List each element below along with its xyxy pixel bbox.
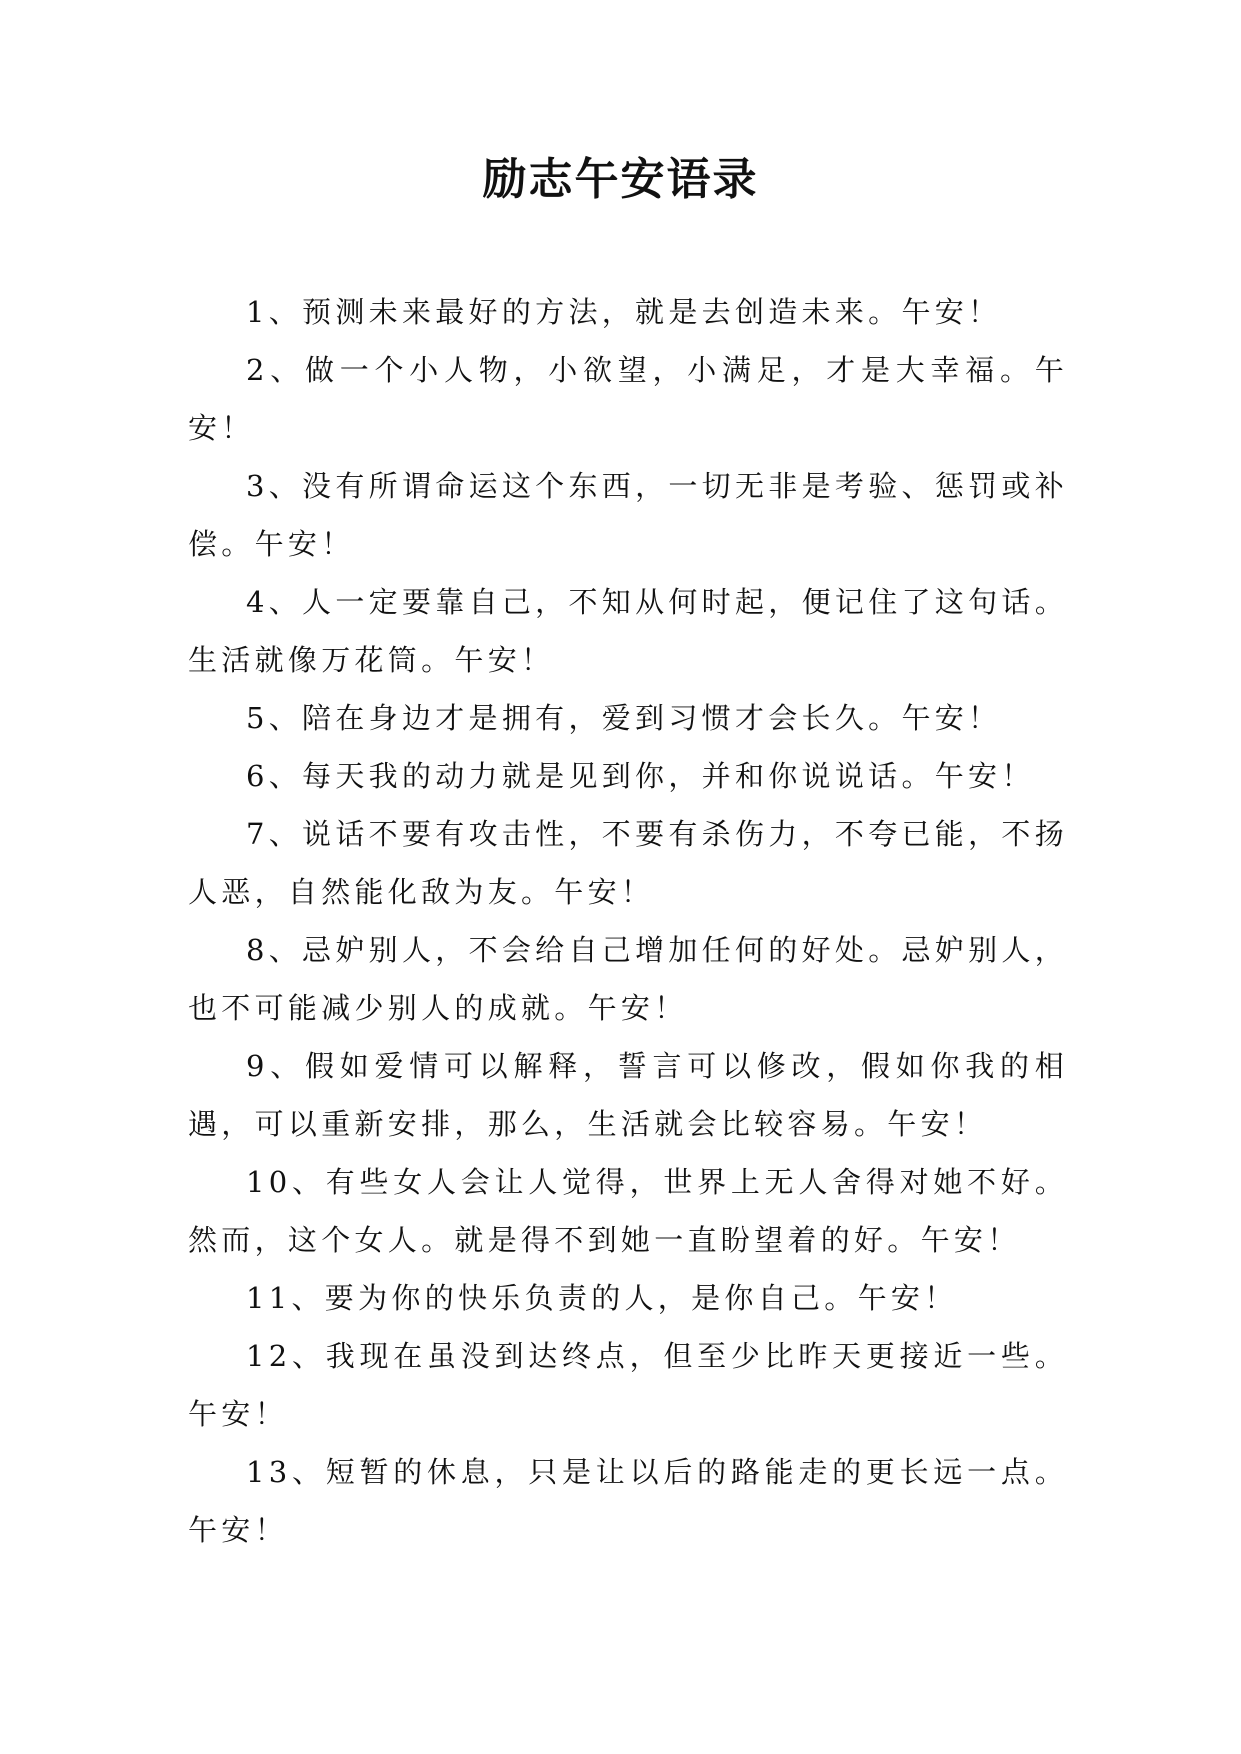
quote-item: 10、有些女人会让人觉得，世界上无人舍得对她不好。然而，这个女人。就是得不到她一直盼望着的好。午安！ xyxy=(188,1165,1068,1257)
quote-item: 11、要为你的快乐负责的人，是你自己。午安！ xyxy=(246,1281,958,1315)
quote-item: 3、没有所谓命运这个东西，一切无非是考验、惩罚或补偿。午安！ xyxy=(188,469,1068,561)
quote-item: 6、每天我的动力就是见到你，并和你说说话。午安！ xyxy=(246,759,1035,793)
quote-item: 2、做一个小人物，小欲望，小满足，才是大幸福。午安！ xyxy=(188,353,1068,445)
quote-item: 13、短暂的休息，只是让以后的路能走的更长远一点。午安！ xyxy=(188,1455,1068,1547)
quote-item: 12、我现在虽没到达终点，但至少比昨天更接近一些。午安！ xyxy=(188,1339,1068,1431)
document-title: 励志午安语录 xyxy=(482,154,759,205)
quote-item: 7、说话不要有攻击性，不要有杀伤力，不夸已能，不扬人恶，自然能化敌为友。午安！ xyxy=(188,817,1068,909)
quote-list xyxy=(188,283,1068,1559)
quote-item: 8、忌妒别人，不会给自己增加任何的好处。忌妒别人，也不可能减少别人的成就。午安！ xyxy=(188,933,1068,1025)
quote-item: 4、人一定要靠自己，不知从何时起，便记住了这句话。生活就像万花筒。午安！ xyxy=(188,585,1068,677)
quote-item: 9、假如爱情可以解释，誓言可以修改，假如你我的相遇，可以重新安排，那么，生活就会比较容易。午安！ xyxy=(188,1049,1068,1141)
quote-item: 1、预测未来最好的方法，就是去创造未来。午安！ xyxy=(246,295,1002,329)
quote-item: 5、陪在身边才是拥有，爱到习惯才会长久。午安！ xyxy=(246,701,1002,735)
